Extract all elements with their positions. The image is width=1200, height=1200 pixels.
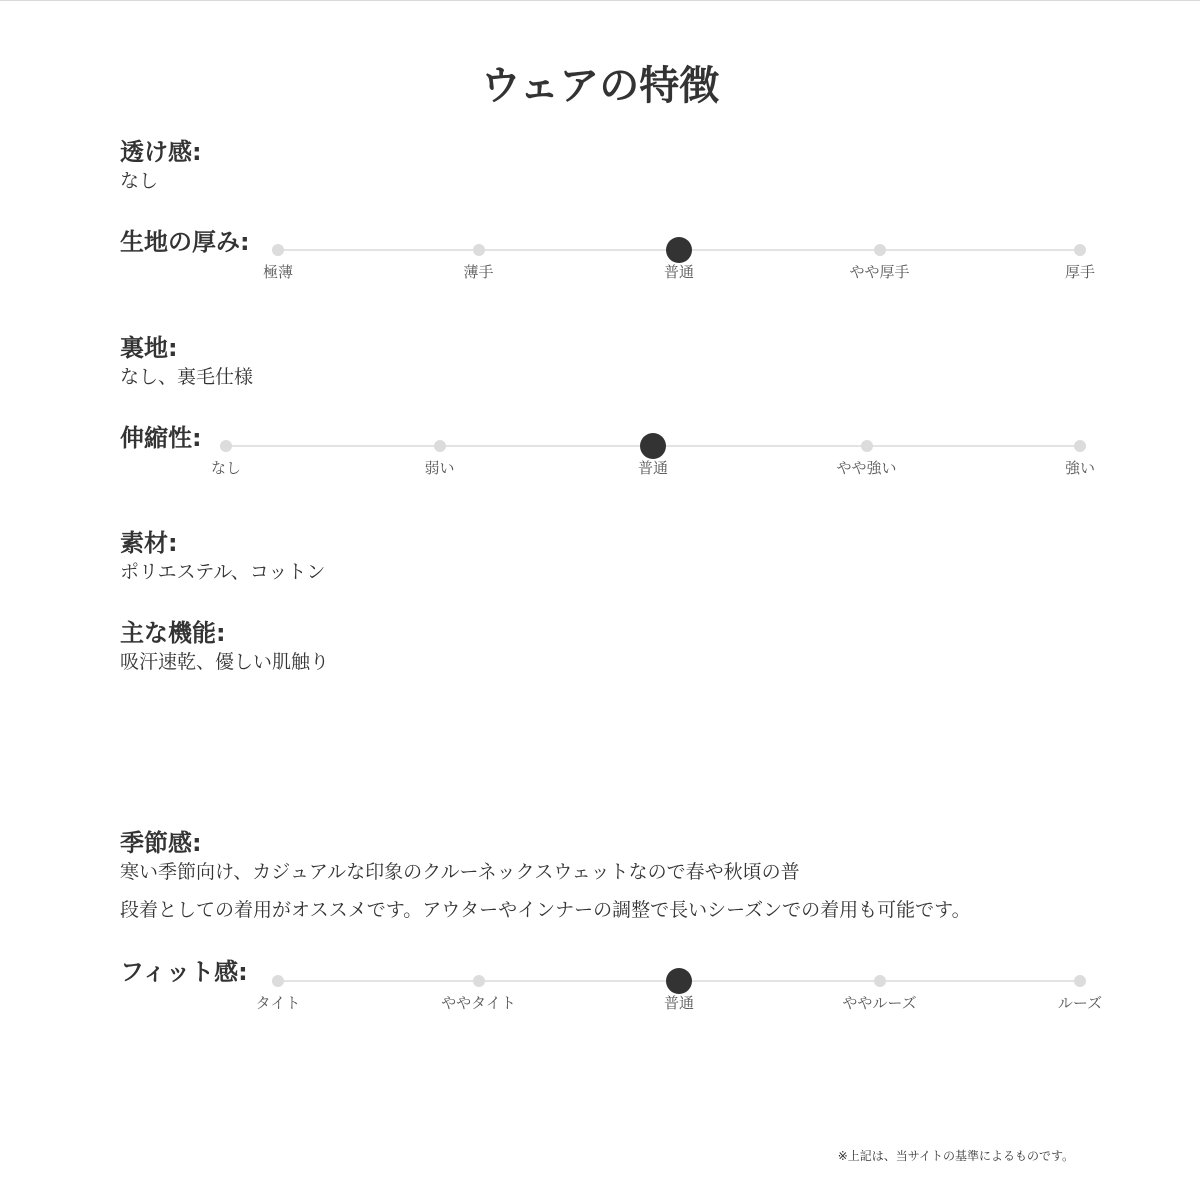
fit-dot: [272, 975, 284, 987]
footnote: ※上記は、当サイトの基準によるものです。: [837, 1149, 1074, 1163]
thickness-option-label: やや厚手: [849, 263, 910, 281]
thickness-dot: [874, 244, 886, 256]
material-section: [120, 528, 1100, 584]
sheer-value: なし: [120, 170, 159, 192]
fit-option-label: ややルーズ: [842, 994, 917, 1012]
stretch-option-label: 普通: [637, 459, 668, 477]
thickness-label: 生地の厚み:: [120, 228, 250, 256]
fit-selected-dot: [666, 968, 692, 994]
fit-label: フィット感:: [120, 958, 248, 986]
stretch-label: 伸縮性:: [120, 424, 202, 452]
thickness-dot: [1074, 244, 1086, 256]
stretch-selected-dot: [640, 433, 666, 459]
season-label: 季節感:: [120, 829, 202, 857]
material-label: 素材:: [120, 529, 178, 557]
thickness-scale: [262, 240, 1095, 290]
fit-dot: [874, 975, 886, 987]
thickness-dot: [473, 244, 485, 256]
stretch-option-label: やや強い: [836, 459, 897, 477]
season-value-line2: 段着としての着用がオススメです。アウターやインナーの調整で長いシーズンでの着用も可能です。: [120, 899, 971, 921]
stretch-scale: [210, 436, 1095, 486]
stretch-dot: [861, 440, 873, 452]
fit-option-label: 普通: [663, 994, 694, 1012]
features-label: 主な機能:: [120, 619, 226, 647]
sheer-label: 透け感:: [120, 138, 202, 166]
thickness-dot: [272, 244, 284, 256]
sheer-section: [120, 137, 1100, 193]
page-title: ウェアの特徴: [480, 63, 720, 109]
thickness-selected-dot: [666, 237, 692, 263]
stretch-dot: [220, 440, 232, 452]
lining-value: なし、裏毛仕様: [120, 366, 254, 388]
stretch-option-label: なし: [210, 459, 241, 477]
season-section: [120, 828, 1100, 922]
thickness-option-label: 普通: [663, 263, 694, 281]
features-section: [120, 618, 1100, 674]
fit-option-label: ルーズ: [1057, 994, 1103, 1012]
fit-dot: [473, 975, 485, 987]
stretch-option-label: 強い: [1064, 459, 1095, 477]
stretch-option-label: 弱い: [424, 459, 455, 477]
top-divider: [0, 0, 1200, 1]
fit-dot: [1074, 975, 1086, 987]
lining-label: 裏地:: [120, 334, 178, 362]
lining-section: [120, 333, 1100, 389]
material-value: ポリエステル、コットン: [120, 561, 326, 583]
fit-option-label: タイト: [255, 994, 301, 1012]
fit-scale: [255, 971, 1103, 1021]
thickness-option-label: 極薄: [262, 263, 293, 281]
season-value-line1: 寒い季節向け、カジュアルな印象のクルーネックスウェットなので春や秋頃の普: [120, 861, 800, 883]
features-value: 吸汗速乾、優しい肌触り: [120, 651, 330, 673]
thickness-option-label: 薄手: [463, 263, 494, 281]
fit-option-label: ややタイト: [441, 994, 516, 1012]
thickness-option-label: 厚手: [1064, 263, 1095, 281]
stretch-dot: [434, 440, 446, 452]
stretch-dot: [1074, 440, 1086, 452]
